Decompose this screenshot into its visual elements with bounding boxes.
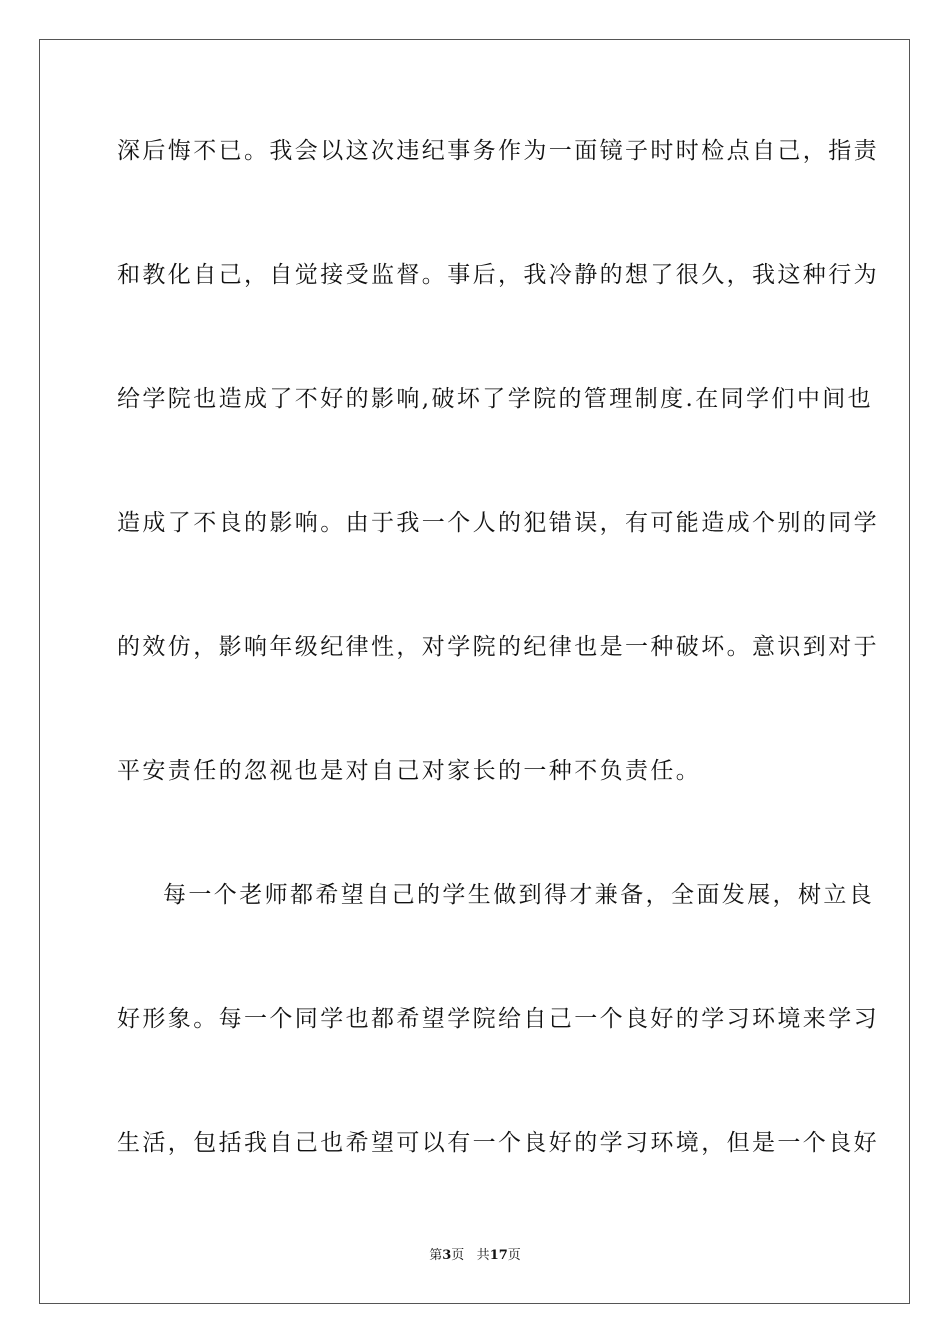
- total-suffix: 页: [507, 1248, 521, 1263]
- total-page-count: 17: [489, 1248, 508, 1263]
- text-line-2: 和教化自己，自觉接受监督。事后，我冷静的想了很久，我这种行为: [117, 262, 879, 288]
- page-prefix: 第: [429, 1248, 443, 1263]
- text-line-4: 造成了不良的影响。由于我一个人的犯错误，有可能造成个别的同学: [117, 510, 879, 536]
- text-line-8: 好形象。每一个同学也都希望学院给自己一个良好的学习环境来学习: [117, 1006, 879, 1032]
- current-page-number: 3: [442, 1248, 452, 1263]
- text-line-6: 平安责任的忽视也是对自己对家长的一种不负责任。: [117, 758, 702, 784]
- text-line-1: 深后悔不已。我会以这次违纪事务作为一面镜子时时检点自己，指责: [117, 138, 879, 164]
- text-line-9: 生活，包括我自己也希望可以有一个良好的学习环境，但是一个良好: [117, 1130, 879, 1156]
- text-line-5: 的效仿，影响年级纪律性，对学院的纪律也是一种破坏。意识到对于: [117, 634, 879, 660]
- page-border: [39, 39, 910, 1304]
- page-suffix: 页: [451, 1248, 465, 1263]
- page-footer: [0, 1247, 950, 1265]
- text-line-3: 给学院也造成了不好的影响,破坏了学院的管理制度.在同学们中间也: [117, 386, 874, 412]
- total-prefix: 共: [476, 1248, 490, 1263]
- paragraph-start-line: 每一个老师都希望自己的学生做到得才兼备，全面发展，树立良: [163, 882, 875, 908]
